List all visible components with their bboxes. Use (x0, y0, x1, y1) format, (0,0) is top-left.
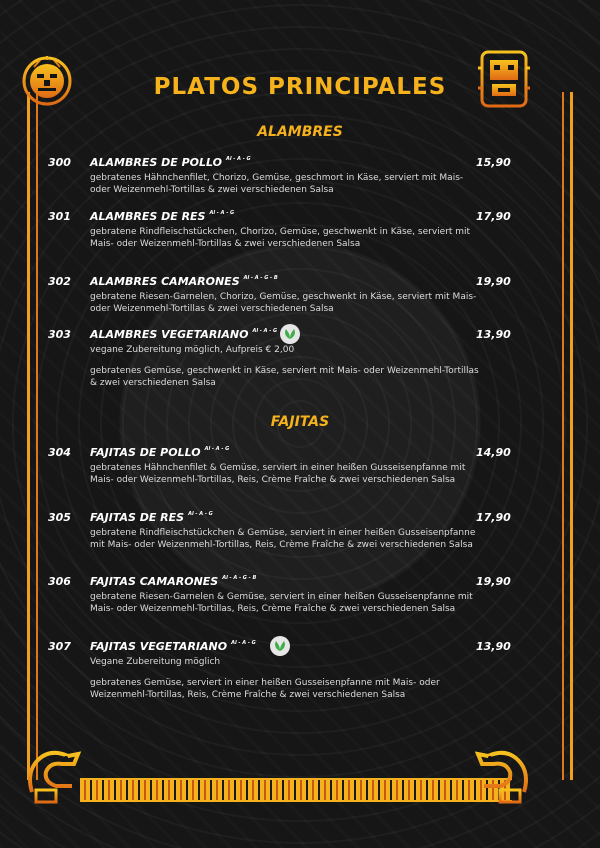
item-number: 300 (48, 156, 71, 169)
allergen-codes: Al - A - G - B (243, 275, 278, 281)
section-title-fajitas: FAJITAS (270, 414, 330, 430)
item-description: gebratenes Gemüse, geschwenkt in Käse, serviert mit Mais- oder Weizenmehl-Tortillas & zwei verschiedenen Salsa (90, 366, 479, 388)
allergen-codes: Al - A - G (209, 210, 235, 216)
item-note: vegane Zubereitung möglich, Aufpreis € 2,00 (90, 345, 295, 355)
item-number: 306 (48, 575, 71, 588)
item-name: FAJITAS CAMARONES $^{Al - A - G - B}$ (90, 575, 257, 588)
item-number: 305 (48, 511, 71, 524)
item-description: gebratene Riesen-Garnelen & Gemüse, serviert in einer heißen Gusseisenpfanne mit Mais- oder Weizenmehl-Tortillas, Reis, Crème Fraîche & zwei verschiedenen Salsa (90, 592, 473, 614)
page-title: PLATOS PRINCIPALES (153, 74, 447, 100)
item-description: gebratenes Hähnchenfilet, Chorizo, Gemüse, geschmort in Käse, serviert mit Mais- oder Weizenmehl-Tortillas & zwei verschiedenen Salsa (90, 173, 464, 195)
item-price: 13,90 (476, 640, 511, 653)
serpent-right-icon (474, 742, 534, 806)
item-number: 302 (48, 275, 71, 288)
item-price: 17,90 (476, 511, 511, 524)
allergen-codes: Al - A - G (252, 328, 278, 334)
item-price: 15,90 (476, 156, 511, 169)
item-name: ALAMBRES CAMARONES $^{Al - A - G - B}$ (90, 275, 278, 288)
item-price: 19,90 (476, 575, 511, 588)
item-note: Vegane Zubereitung möglich (90, 657, 221, 667)
item-name: FAJITAS DE POLLO $^{Al - A - G}$ (90, 446, 230, 459)
item-name: ALAMBRES VEGETARIANO $^{Al - A - G}$ (90, 328, 278, 341)
item-description: gebratenes Gemüse, serviert in einer heißen Gusseisenpfanne mit Mais- oder Weizenmehl-Tortillas, Reis, Crème Fraîche & zwei verschiedenen Salsa (90, 678, 440, 700)
item-name: ALAMBRES DE RES $^{Al - A - G}$ (90, 210, 235, 223)
item-number: 301 (48, 210, 71, 223)
item-number: 307 (48, 640, 71, 653)
item-name: FAJITAS VEGETARIANO $^{Al - A - G}$ (90, 640, 256, 653)
section-title-alambres: ALAMBRES (257, 124, 343, 140)
item-price: 17,90 (476, 210, 511, 223)
item-price: 19,90 (476, 275, 511, 288)
decorative-bottom-band (80, 778, 512, 802)
item-description: gebratene Rindfleischstückchen & Gemüse, serviert in einer heißen Gusseisenpfanne mit Mais- oder Weizenmehl-Tortillas, Reis, Crème Fraîche & zwei verschiedenen Salsa (90, 528, 476, 550)
item-number: 303 (48, 328, 71, 341)
item-number: 304 (48, 446, 71, 459)
item-name: ALAMBRES DE POLLO $^{Al - A - G}$ (90, 156, 251, 169)
item-price: 14,90 (476, 446, 511, 459)
leaf-icon (270, 636, 290, 656)
allergen-codes: Al - A - G (231, 640, 256, 646)
item-price: 13,90 (476, 328, 511, 341)
allergen-codes: Al - A - G (188, 511, 213, 517)
item-name: FAJITAS DE RES $^{Al - A - G}$ (90, 511, 213, 524)
item-description: gebratenes Hähnchenfilet & Gemüse, serviert in einer heißen Gusseisenpfanne mit Mais- oder Weizenmehl-Tortillas, Reis, Crème Fraîche & zwei verschiedenen Salsa (90, 463, 466, 485)
leaf-icon (280, 324, 300, 344)
item-description: gebratene Rindfleischstückchen, Chorizo, Gemüse, geschwenkt in Käse, serviert mit Mais- oder Weizenmehl-Tortillas & zwei verschiedenen Salsa (90, 227, 471, 249)
allergen-codes: Al - A - G - B (222, 575, 257, 581)
serpent-left-icon (22, 742, 82, 806)
allergen-codes: Al - A - G (204, 446, 230, 452)
item-description: gebratene Riesen-Garnelen, Chorizo, Gemüse, geschwenkt in Käse, serviert mit Mais- oder Weizenmehl-Tortillas & zwei verschiedenen Salsa (90, 292, 477, 314)
allergen-codes: Al - A - G (225, 156, 251, 162)
